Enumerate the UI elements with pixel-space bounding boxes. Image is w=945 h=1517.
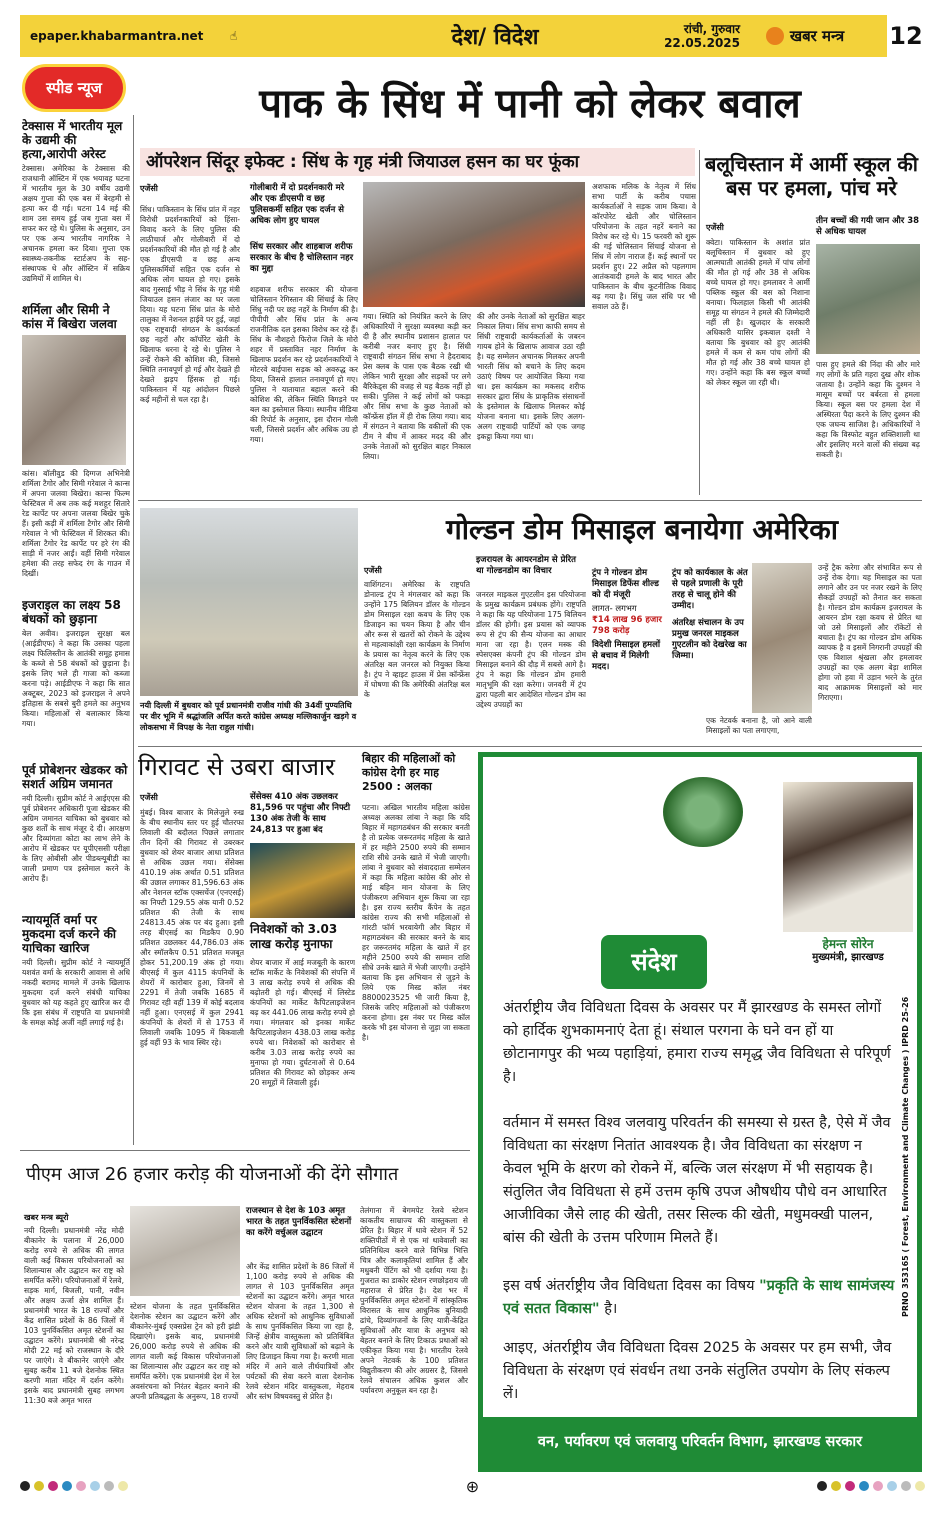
golden-col-1: वाशिंगटन। अमेरिका के राष्ट्रपति डोनाल्ड ट्रंप ने मंगलवार को कहा कि उन्होंने 175 बिलियन डॉलर के गोल्डन डोम मिसाइल रक्षा कवच के लिए एक डिजाइन का चयन किया है और चीन और रूस से खतरों को रोकने के उद्देश्य से महत्वाकांक्षी रक्षा कार्यक्रम के निर्माण के प्रयास का नेतृत्व करने के लिए एक अंतरिक्ष बल जनरल को नियुक्त किया है। ट्रंप ने व्हाइट हाउस में प्रेस कॉन्फ्रेंस में घोषणा की कि अमेरिकी अंतरिक्ष बल के	[364, 580, 470, 699]
golden-cost-label: लागत- लगभग	[592, 604, 637, 614]
dot-icon	[90, 1481, 100, 1491]
sindh-col-2: शहबाज शरीफ सरकार की योजना चोलिस्तान रेगिस्तान की सिंचाई के लिए सिंधु नदी पर छह नहरें के निर्माण की है। पीपीपी और सिंध प्रांत के अन्य राजनीतिक दल इसका विरोध कर रहे हैं। सिंध के नौशहरो फिरोज जिले के मोरो शहर में प्रस्तावित नहर निर्माण के खिलाफ प्रदर्शन कर रहे प्रदर्शनकारियों ने मोटरवे बाईपास सड़क को अवरुद्ध कर दिया, जिससे हालात तनावपूर्ण हो गए। पुलिस ने यातायात बहाल करने की कोशिश की, लेकिन स्थिति बिगड़ने पर बल का इस्तेमाल किया। स्थानीय मीडिया की रिपोर्ट के अनुसार, इस दौरान गोली चली, जिससे प्रदर्शन और अधिक उग्र हो गया।	[250, 285, 358, 444]
cm-name: हेमन्त सोरेन	[822, 937, 874, 951]
sindh-col-5: अशफाक मलिक के नेतृत्व में सिंध सभा पार्टी के करीब पचास कार्यकर्ताओं ने सड़क जाम किया। वे कॉरपोरेट खेती और चोलिस्तान परियोजना के तहत नहरें बनाने का विरोध कर रहे थे। 15 फरवरी को शुरू की गई चोलिस्तान सिंचाई योजना से सिंध में लोग नाराज हैं। कई स्थानों पर प्रदर्शन हुए। 22 अप्रैल को पहलगाम आतंकवादी हमले के बाद भारत और पाकिस्तान के बीच कूटनीतिक विवाद बढ़ गया है। सिंधु जल संधि पर भी सवाल उठे हैं।	[592, 182, 696, 311]
dot-icon	[831, 1481, 841, 1491]
brief-text: बेल अवीव। इजराइल सुरक्षा बल (आईडीएफ) ने कहा कि उसका पहला लक्ष्य फिलिस्तीन के आतंकी समूह हमास के कब्जे से 58 बंधकों को छुड़ाना है। इसके लिए भले ही गाजा को कब्जा करना पड़े। आईडीएफ ने कहा कि सात अक्टूबर, 2023 को इजराइल ने अपने इतिहास के सबसे बुरी हमले का अनुभव किया। महिलाओं से बलात्कार किया गया।	[22, 629, 130, 728]
bull-photo	[250, 843, 355, 918]
golden-box-point: अंतरिक्ष संचालन के उप प्रमुख जनरल माइकल गुएटलीन को देखरेख का जिम्मा।	[672, 618, 747, 661]
dot-icon	[48, 1481, 58, 1491]
baloch-col-1: क्वेटा। पाकिस्तान के अशांत प्रांत बलूचिस्तान में बुधवार को हुए आत्मघाती आतंकी हमले में पांच लोगों की मौत हो गई और 38 से अधिक बच्चे घायल हो गए। हमलावर ने आर्मी पब्लिक स्कूल की बस को निशाना बनाया। फिलहाल किसी भी आतंकी समूह या संगठन ने हमले की जिम्मेदारी नहीं ली है। खुजदार के सरकारी अधिकारी यासिर इकबाल दश्ती ने बताया कि बुधवार को हुए आतंकी हमले में कम से कम पांच लोगों की मौत हो गई और 38 बच्चे घायल हो गए। उन्होंने कहा कि बस स्कूल बच्चों को लेकर स्कूल जा रही थी।	[706, 238, 810, 387]
sindh-col-3: गया। स्थिति को नियंत्रित करने के लिए अधिकारियों ने सुरक्षा व्यवस्था कड़ी कर दी है और स्थानीय प्रशासन हालात पर करीबी नजर बनाए हुए है। सिंधी राष्ट्रवादी संगठन सिंध सभा ने हैदराबाद प्रेस क्लब के पास एक बैठक रखी थी लेकिन भारी सुरक्षा और सड़कों पर लगे बैरिकेड्स की वजह से यह बैठक नहीं हो सकी। पुलिस ने कई लोगों को पकड़ा और सिंध सभा के कुछ नेताओं को कॉन्फ्रेंस हॉल में ही रोक लिया गया। बाद में संगठन ने बताया कि वकीलों की एक टीम ने बीच में आकर मदद की और उनके नेताओं को सुरक्षित बाहर निकाल लिया।	[363, 312, 471, 461]
byline: एजेंसी	[140, 184, 158, 193]
epaper-url[interactable]: epaper.khabarmantra.net	[30, 29, 204, 43]
dot-icon	[34, 1481, 44, 1491]
dot-icon	[20, 1481, 30, 1491]
ad-footer: वन, पर्यावरण एवं जलवायु परिवर्तन विभाग, झारखण्ड सरकार	[483, 1417, 917, 1467]
brief-text: नयी दिल्ली। सुप्रीम कोर्ट ने न्यायमूर्ति यशवंत वर्मा के सरकारी आवास से अधि नकदी बरामद मामले में उनके खिलाफ मुकदमा दर्ज करने संबंधी याचिका बुधवार को यह कहते हुए खारिज कर दी कि इस संबंध में राष्ट्रपति या प्रधानमंत्री के समक्ष कोई अर्जी नहीं लगाई गई है।	[22, 958, 130, 1027]
fire-photo	[363, 182, 585, 307]
dot-icon	[104, 1481, 114, 1491]
market-highlight: सेंसेक्स 410 अंक उछलकर 81,596 पर पहुंचा और निफ्टी 130 अंक तेजी के साथ 24,813 पर हुआ बंद	[250, 792, 351, 835]
date-value: 22.05.2025	[664, 36, 740, 50]
ad-paragraph-4: आइए, अंतर्राष्ट्रीय जैव विविधता दिवस 2025 के अवसर पर हम सभी, जैव विविधता के संरक्षण एवं संवर्धन तथा उनके संतुलित उपयोग के लिए संकल्प लें।	[503, 1340, 892, 1402]
golden-col-3a: एक नेटवर्क बनाना है, जो आने वाली मिसाइलों का पता लगाएगा,	[706, 716, 812, 735]
brand-logo-icon	[766, 27, 784, 45]
byline: एजेंसी	[140, 793, 158, 802]
page-number: 12	[887, 15, 925, 57]
byline: एजेंसी	[706, 223, 724, 232]
brief-headline: पूर्व प्रोबेशनर खेडकर को सशर्त अग्रिम जमानत	[22, 763, 128, 791]
golden-box-2	[672, 568, 748, 662]
bihar-headline: बिहार की महिलाओं को कांग्रेस देगी हर माह 2500 : अलका	[362, 752, 456, 793]
golden-box-title: ट्रंप ने गोल्डन डोम मिसाइल डिफेंस शील्ड को दी मंजूरी	[592, 568, 659, 600]
ad-paragraph-1: अंतर्राष्ट्रीय जैव विविधता दिवस के अवसर पर मैं झारखण्ड के समस्त लोगों को हार्दिक शुभकामनाएं देता हूं। संथाल परगना के घने वन हों या छोटानागपुर की भव्य पहाड़ियां, हमारा राज्य समृद्ध जैव विविधता से परिपूर्ण है।	[503, 1000, 891, 1085]
row-divider	[138, 500, 922, 501]
dot-icon	[817, 1481, 827, 1491]
byline: एजेंसी	[364, 566, 382, 575]
pm-col-1: नयी दिल्ली। प्रधानमंत्री नरेंद्र मोदी बीकानेर के पलाना में 26,000 करोड़ रुपये से अधिक की लागत वाली कई विकास परियोजनाओं का शिलान्यास और उद्घाटन कर राष्ट्र को समर्पित करेंगे। परियोजनाओं में रेलवे, सड़क मार्ग, बिजली, पानी, नवीन और अक्षय ऊर्जा क्षेत्र शामिल हैं। प्रधानमंत्री भारत के 18 राज्यों और केंद्र शासित प्रदेशों के 86 जिलों में 103 पुनर्विकसित अमृत स्टेशनों का उद्घाटन करेंगे। प्रधानमंत्री श्री नरेन्द्र मोदी 22 मई को राजस्थान के दौरे पर जाएंगे। वे बीकानेर जाएंगे और सुबह करीब 11 बजे देशनोक स्थित करणी माता मंदिर में दर्शन करेंगे। इसके बाद प्रधानमंत्री सुबह लगभग 11:30 बजे अमृत भारत	[24, 1226, 124, 1405]
dot-icon	[76, 1481, 86, 1491]
dot-icon	[915, 1481, 925, 1491]
cm-designation: मुख्यमंत्री, झारखण्ड	[812, 952, 884, 963]
pm-col-4: तेलंगाना में बेगमपेट रेलवे स्टेशन काकतीय साम्राज्य की वास्तुकला से प्रेरित है। बिहार में थावे स्टेशन में 52 शक्तिपीठों में से एक मां थावेवाली का प्रतिनिधित्व करने वाले विभिन्न भित्ति चित्र और कलाकृतियां शामिल हैं और मधुबनी पेंटिंग को भी दर्शाया गया है। गुजरात का डाकोर स्टेशन रणछोड़राय जी महाराज से प्रेरित है। देश भर में पुनर्विकसित अमृत स्टेशनों में सांस्कृतिक विरासत के साथ आधुनिक बुनियादी ढांचे, दिव्यांगजनों के लिए यात्री-केंद्रित सुविधाओं और यात्रा के अनुभव को बेहतर बनाने के लिए टिकाऊ प्रथाओं को एकीकृत किया गया है। भारतीय रेलवे अपने नेटवर्क के 100 प्रतिशत विद्युतीकरण की ओर अग्रसर है, जिससे रेलवे संचालन अधिक कुशल और पर्यावरण अनुकूल बन रहा है।	[360, 1206, 468, 1395]
trump-photo	[752, 563, 812, 713]
theme-end: है।	[604, 1301, 618, 1317]
bihar-col: पटना। अखिल भारतीय महिला कांग्रेस अध्यक्ष अलका लांबा ने कहा कि यदि बिहार में महागठबंधन की सरकार बनती है तो प्रत्येक जरूरतमंद महिला के खाते में हर महीने 2500 रुपये की सम्मान राशि सीधे उनके खाते में भेजी जाएगी। लांबा ने बुधवार को संवाददाता सम्मेलन में कहा कि महिला कांग्रेस की ओर से माई बहिन मान योजना के लिए पंजीकरण अभियान शुरू किया जा रहा है। इस राज्य स्तरीय कैंपेन के तहत कांग्रेस राज्य की सभी महिलाओं से गांरटी फॉर्म भरवायेगी और बिहार में महागठबंधन की सरकार बनने के बाद हर जरूरतमंद महिला के खाते में हर महीने 2500 रुपये की सम्मान राशि सीधे उनके खाते में भेजी जाएगी। उन्होंने बताया कि इस अभियान से जुड़ने के लिये एक मिस्ड कॉल नंबर 8800023525 भी जारी किया है, जिसके जरिए महिलाओं को पंजीकरण करना होगा। इस नंबर पर मिस्ड कॉल करके भी इस योजना से जुड़ा जा सकता है।	[362, 803, 470, 1042]
ad-code-text: PRNO 353165 ( Forest, Environment and Climate Changes ) IPRD 25-26	[901, 996, 910, 1317]
brand	[740, 26, 870, 46]
ad-side-code	[899, 996, 913, 1317]
market-col-2: शेयर बाजार में आई मजबूती के कारण स्टॉक मार्केट के निवेशकों की संपत्ति में 3 लाख करोड़ रुपये से अधिक की बढ़ोतरी हो गई। बीएसई में लिस्टेड कंपनियों का मार्केट कैपिटलाइजेशन बढ़ कर 441.06 लाख करोड़ रुपये हो गया। मंगलवार को इनका मार्केट कैपिटलाइजेशन 438.03 लाख करोड़ रुपये था। निवेशकों को कारोबार से करीब 3.03 लाख करोड़ रुपये का मुनाफा हो गया। दुर्घटनाओं से 0.64 प्रतिशत की गिरावट को छोड़कर अन्य 20 समूहों में लिवाली हुई।	[250, 958, 355, 1087]
chief-minister-photo	[783, 782, 913, 932]
theme-intro: इस वर्ष अंतर्राष्ट्रीय जैव विविधता दिवस का विषय	[503, 1278, 755, 1294]
brief-text: कांस। बॉलीवुड की दिग्गज अभिनेत्री शर्मिला टैगोर और सिमी गरेवाल ने कान्स में अपना जलवा बिखेरा। कान्स फिल्म फेस्टिवल में अब तक कई मशहूर सितारे रेड कार्पेट पर अपना जलवा बिखेर चुके हैं। इसी कड़ी में शर्मिला टैगोर और सिमी गरेवाल ने भी फेस्टिवल में शिरकत की। शर्मिला टैगोर रेड कार्पेट पर हरे रंग की साड़ी में नजर आईं। वहीं सिमी गरेवाल हमेशा की तरह सफेद रंग के गाउन में दिखीं।	[22, 469, 130, 578]
byline: खबर मन्त्र ब्यूरो	[24, 1213, 69, 1222]
crosshair-icon: ⊕	[465, 1476, 480, 1496]
brief-headline: टेक्सास में भारतीय मूल के उद्यमी की हत्या,आरोपी अरेस्ट	[22, 119, 123, 161]
baloch-col-2: पास हुए हमले की निंदा की और मारे गए लोगों के प्रति गहरा दुख और शोक जताया है। उन्होंने कहा कि दुश्मन ने मासूम बच्चों पर बर्बरता से हमला किया। स्कूल बस पर हमला देश में अस्थिरता पैदा करने के लिए दुश्मन की एक जघन्य साजिश है। अधिकारियों ने कहा कि विस्फोट बहुत शक्तिशाली था और इसलिए मरने वालों की संख्या बढ़ सकती है।	[816, 360, 920, 459]
ad-paragraph-3	[503, 1275, 895, 1321]
row-divider	[20, 1150, 470, 1151]
sindh-subheadline: ऑपरेशन सिंदूर इफेक्ट : सिंध के गृह मंत्री जियाउल हसन का घर फूंका	[140, 148, 695, 176]
pm-headline: पीएम आज 26 हजार करोड़ की योजनाओं की देंगे सौगात	[26, 1164, 399, 1185]
theme-text: "प्रकृति के साथ सामंजस्य एवं सतत विकास"	[503, 1278, 895, 1317]
sindh-col-1: सिंध। पाकिस्तान के सिंध प्रांत में नहर विरोधी प्रदर्शनकारियों को हिंसा-विवाद करने के लिए पुलिस की लाठीचार्ज और गोलीबारी में दो प्रदर्शनकारियों की मौत हो गई है और एक डीएसपी व छह अन्य पुलिसकर्मियों सहित एक दर्जन से अधिक लोग घायल हो गए। इसके बाद गुस्साई भीड़ ने सिंध के गृह मंत्री जियाउल हसन लंजार का घर जला दिया। यह घटना सिंध प्रांत के मोरो तालुका में नेशनल हाईवे पर हुई, जहां एक राष्ट्रवादी संगठन के कार्यकर्ता छह नहरों और कॉर्पोरेट खेती के खिलाफ धरना दे रहे थे। पुलिस ने उन्हें रोकने की कोशिश की, जिससे स्थिति तनावपूर्ण हो गई और देखते ही देखते झड़प हिंसक हो गई। पाकिस्तान में यह आंदोलन पिछले कई महीनों से चल रहा है।	[140, 205, 240, 404]
golden-box-1	[592, 568, 668, 673]
baloch-subheadline: तीन बच्चों की गयी जान और 38 से अधिक घायल	[816, 216, 920, 237]
section-title: देश/ विदेश	[451, 25, 539, 50]
brief-text: नयी दिल्ली। सुप्रीम कोर्ट ने आईएएस की पूर्व प्रोबेशनर अधिकारी पूजा खेडकर की अग्रिम जमानत याचिका को बुधवार को कुछ शर्तों के साथ मंजूर दे दी। आरक्षण और दिव्यांगता कोटा का लाभ लेने के आरोप में खेडकर पर यूपीएससी परीक्षा के लिए ओबीसी और पीडब्ल्यूबीडी का जाली प्रमाण पत्र इस्तेमाल करने के आरोप हैं।	[22, 794, 130, 883]
market-col-1: मुंबई। विश्व बाजार के मिलेजुले रुख के बीच स्थानीय स्तर पर हुई चौतरफा लिवाली की बदौलत पिछले लगातार तीन दिनों की गिरावट से उबरकर बुधवार को शेयर बाजार आधा प्रतिशत से अधिक उछल गया। सेंसेक्स 410.19 अंक अर्थात 0.51 प्रतिशत की उछाल लगाकर 81,596.63 अंक और नेशनल स्टॉक एक्सचेंज (एनएसई) का निफ्टी 129.55 अंक यानी 0.52 प्रतिशत की तेजी के साथ 24813.45 अंक पर बंद हुआ। इसी तरह बीएसई का मिडकैप 0.90 प्रतिशत उछलकर 44,786.03 अंक और स्मॉलकैप 0.51 प्रतिशत मजबूत होकर 51,200.19 अंक हो गया। बीएसई में कुल 4115 कंपनियों के शेयरों में कारोबार हुआ, जिनमें से 2291 में तेजी जबकि 1685 में गिरावट रही वहीं 139 में कोई बदलाव नहीं हुआ। एनएसई में कुल 2941 कंपनियों के शेयरों में से 1753 में लिवाली जबकि 1095 में बिकवाली हुई वहीं 93 के भाव स्थिर रहे।	[140, 808, 244, 1047]
pm-col-2: स्टेशन योजना के तहत पुनर्विकसित देशनोक स्टेशन का उद्घाटन करेंगे और बीकानेर-मुंबई एक्सप्रेस ट्रेन को हरी झंडी दिखाएंगे। इसके बाद, प्रधानमंत्री 26,000 करोड़ रुपये से अधिक की लागत वाली कई विकास परियोजनाओं का शिलान्यास और उद्घाटन कर राष्ट्र को समर्पित करेंगे। एक प्रधानमंत्री देश में रेल अवसंरचना को निरंतर बेहतर बनाने की अपनी प्रतिबद्धता के अनुरूप, 18 राज्यों	[130, 1302, 240, 1401]
golden-col-2: जनरल माइकल गुएटलीन इस परियोजना के प्रमुख कार्यक्रम प्रबंधक होंगे। राष्ट्रपति ने कहा कि यह परियोजना 175 बिलियन डॉलर की होगी। इस प्रयास को व्यापक रूप से ट्रंप की सैन्य योजना का आधार माना जा रहा है। एलन मस्क की स्पेसएक्स कंपनी ट्रंप की गोल्डन डोम मिसाइल बनाने की दौड़ में सबसे आगे है। ट्रंप ने कहा कि गोल्डन डोम हमारी मातृभूमि की रक्षा करेगा। जनवरी में ट्रंप द्वारा पहली बार आदेशित गोल्डन डोम का उद्देश्य उपग्रहों का	[476, 590, 586, 709]
dot-icon	[901, 1481, 911, 1491]
dot-icon	[118, 1481, 128, 1491]
pm-photo	[130, 1206, 240, 1296]
baloch-headline: बलूचिस्तान में आर्मी स्कूल की बस पर हमला, पांच मरे	[705, 152, 918, 200]
sindh-highlight-1: गोलीबारी में दो प्रदर्शनकारी मरे और एक डीएसपी व छह पुलिसकर्मी सहित एक दर्जन से अधिक लोग हुए घायल	[250, 183, 345, 226]
actresses-photo	[22, 335, 126, 465]
top-header-bar	[20, 15, 925, 57]
brand-name: खबर मन्त्र	[789, 27, 845, 45]
invest-headline: निवेशकों को 3.03 लाख करोड़ मुनाफा	[250, 922, 338, 951]
leaders-photo	[140, 508, 358, 696]
ad-paragraph-2: वर्तमान में समस्त विश्व जलवायु परिवर्तन की समस्या से ग्रस्त है, ऐसे में जैव विविधता का संरक्षण नितांत आवश्यक है। जैव विविधता का संरक्षण न केवल भूमि के क्षरण को रोकने में, बल्कि जल संरक्षण में भी सहायक है। संतुलित जैव विविधता से हमें उत्तम कृषि उपज औषधीय पौधे वन आधारित आजीविका जैसे लाह की खेती, तसर सिल्क की खेती, मधुमक्खी पालन, बांस की खेती के उत्तम परिणाम मिलते हैं।	[503, 1115, 891, 1246]
main-headline: पाक के सिंध में पानी को लेकर बवाल	[259, 81, 801, 127]
brief-text: टेक्सास। अमेरिका के टेक्सास की राजधानी ऑस्टिन में एक भयावह घटना में भारतीय मूल के 30 वर्षीय उद्यमी अक्षय गुप्ता की एक बस में बेरहमी से हत्या कर दी गई। घटना 14 मई की शाम उस समय हुई जब गुप्ता बस में सफर कर रहे थे। पुलिस के अनुसार, उन पर एक अन्य भारतीय नागरिक ने अचानक हमला कर दिया। गुप्ता एक स्वास्थ्य-तकनीक स्टार्टअप के सह-संस्थापक थे और ऑस्टिन में सक्रिय उद्यमियों में शामिल थे।	[22, 164, 130, 283]
brief-headline: न्यायमूर्ति वर्मा पर मुकदमा दर्ज करने की याचिका खारिज	[22, 913, 116, 955]
cm-name-block	[783, 937, 913, 965]
color-dots-right	[817, 1481, 925, 1491]
photo-caption: नयी दिल्ली में बुधवार को पूर्व प्रधानमंत्री राजीव गांधी की 34वीं पुण्यतिथि पर वीर भूमि में श्रद्धांजलि अर्पित करते कांग्रेस अध्यक्ष मल्लिकार्जुन खड़गे व लोकसभा में विपक्ष के नेता राहुल गांधी।	[140, 701, 357, 732]
bus-attack-photo	[816, 244, 920, 354]
city-day: रांची, गुरुवार	[683, 22, 740, 36]
dot-icon	[873, 1481, 883, 1491]
pointer-cursor-icon: ☝	[230, 29, 238, 43]
column-divider	[699, 150, 700, 495]
brief-headline: इजराइल का लक्ष्य 58 बंधकों को छुड़ाना	[22, 598, 121, 626]
golden-box-note: विदेशी मिसाइल हमलों से बचाव में मिलेगी मदद।	[592, 640, 661, 672]
color-dots-left	[20, 1481, 128, 1491]
left-briefs-column	[22, 115, 130, 1145]
registration-marks	[20, 1475, 925, 1497]
pm-highlight: राजस्थान से देश के 103 अमृत भारत के तहत पुनर्विकसित स्टेशनों का करेंगे वर्चुअल उद्घाटन	[246, 1206, 352, 1238]
column-divider	[133, 115, 134, 1145]
sindh-highlight-2: सिंध सरकार और शाहबाज शरीफ सरकार के बीच है चोलिस्तान नहर का मुद्दा	[250, 242, 354, 274]
row-divider	[138, 746, 922, 747]
golden-highlight: इजरायल के आयरनडोम से प्रेरित था गोल्डनडोम का विचार	[476, 555, 576, 576]
issue-date	[620, 22, 740, 50]
dot-icon	[845, 1481, 855, 1491]
golden-cost-value: ₹14 लाख 96 हजार 798 करोड़	[592, 615, 662, 636]
golden-dome-headline: गोल्डन डोम मिसाइल बनायेगा अमेरिका	[445, 513, 839, 546]
govt-advertisement	[478, 752, 922, 1472]
pm-col-3: और केंद्र शासित प्रदेशों के 86 जिलों में 1,100 करोड़ रुपये से अधिक की लागत से 103 पुनर्विकसित अमृत स्टेशनों का उद्घाटन करेंगे। अमृत भारत स्टेशन योजना के तहत 1,300 से अधिक स्टेशनों को आधुनिक सुविधाओं के साथ पुनर्विकसित किया जा रहा है, जिन्हें क्षेत्रीय वास्तुकला को प्रतिबिंबित करने और यात्री सुविधाओं को बढ़ाने के लिए डिजाइन किया गया है। करणी माता मंदिर में आने वाले तीर्थयात्रियों और पर्यटकों की सेवा करने वाला देशनोक रेलवे स्टेशन मंदिर वास्तुकला, मेहराब और स्तंभ विषयवस्तु से प्रेरित है।	[246, 1262, 354, 1401]
dot-icon	[887, 1481, 897, 1491]
market-headline: गिरावट से उबरा बाजार	[138, 753, 335, 781]
jharkhand-emblem-icon	[663, 777, 743, 847]
speed-news-badge: स्पीड न्यूज	[22, 64, 126, 112]
brief-headline: शर्मिला और सिमी ने कांस में बिखेरा जलवा	[22, 303, 117, 331]
message-badge: संदेश	[601, 935, 707, 989]
dot-icon	[859, 1481, 869, 1491]
dot-icon	[62, 1481, 72, 1491]
golden-col-3: उन्हें ट्रैक करेगा और संभावित रूप से उन्हें रोक देगा। यह मिसाइल का पता लगाने और उन पर नजर रखने के लिए सैकड़ों उपग्रहों को तैनात कर सकता है। गोल्डन डोम कार्यक्रम इजरायल के आयरन डोम रक्षा कवच से प्रेरित था जो उसे मिसाइलों और रॉकेटों से बचाता है। ट्रंप का गोल्डन डोम अधिक व्यापक है व इसमें निगरानी उपग्रहों की एक विशाल श्रृंखला और हमलावर उपग्रहों का एक अलग बेड़ा शामिल होगा जो हवा में उड़ान भरने के तुरंत बाद आक्रामक मिसाइलों को मार गिराएगा।	[818, 563, 922, 702]
sindh-col-4: की और उनके नेताओं को सुरक्षित बाहर निकाल लिया। सिंध सभा काफी समय से सिंधी राष्ट्रवादी कार्यकर्ताओं के जबरन गायब होने के खिलाफ आवाज उठा रही है। यह सम्मेलन अचानक मिलकर अपनी भारती सिंध को बचाने के लिए कदम उठाएं विषय पर आयोजित किया गया था। इस कार्यक्रम का मकसद शरीफ सरकार द्वारा सिंध के प्राकृतिक संसाधनों के इस्तेमाल के खिलाफ मिलकर कोई योजना बनाना था। इसके लिए अलग-अलग राष्ट्रवादी पार्टियों को एक जगह इकट्ठा किया गया था।	[477, 312, 585, 441]
golden-box-point: ट्रंप को कार्यकाल के अंत से पहले प्रणाली के पूरी तरह से चालू होने की उम्मीद।	[672, 568, 748, 611]
